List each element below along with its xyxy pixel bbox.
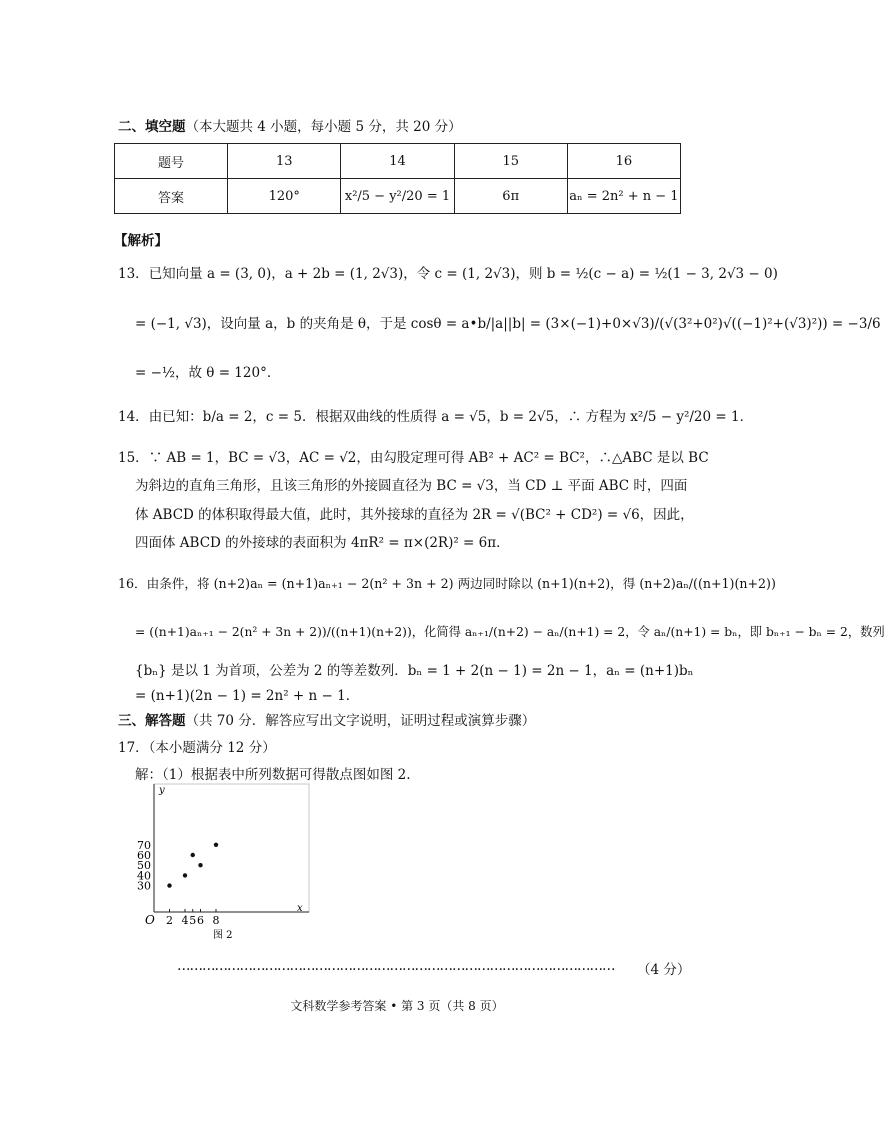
- answer-cell: aₙ = 2n² + n − 1: [567, 179, 680, 214]
- section-2-title: 二、填空题: [118, 119, 186, 135]
- scatter-point: [183, 873, 187, 877]
- p15-text-1: ∵ AB = 1，BC = √3，AC = √2，由勾股定理可得 AB² + AC² = BC²，∴△ABC 是以 BC: [148, 450, 709, 466]
- answer-cell: x²/5 − y²/20 = 1: [341, 179, 454, 214]
- dot-leader: ……………………………………………………………………………………………: [177, 958, 615, 974]
- p16-text-1: 由条件，将 (n+2)aₙ = (n+1)aₙ₊₁ − 2(n² + 3n + 2) 两边同时除以 (n+1)(n+2)，得 (n+2)aₙ/((n+1)(n+2)): [146, 576, 776, 591]
- answer-cell: 6π: [454, 179, 567, 214]
- number-cell: 14: [341, 144, 454, 179]
- section-2-note: （本大题共 4 小题，每小题 5 分，共 20 分）: [185, 119, 462, 135]
- p13-line-3: = −½，故 θ = 120°．: [135, 365, 281, 381]
- section-3-note: （共 70 分．解答应写出文字说明，证明过程或演算步骤）: [185, 713, 536, 729]
- p13-line-2: = (−1, √3)，设向量 a，b 的夹角是 θ，于是 cosθ = a•b/|a||b| = (3×(−1)+0×√3)/(√(3²+0²)√((−1)²+(√3)²)) = −3/6: [135, 316, 881, 332]
- y-tick-label: 30: [137, 879, 151, 893]
- table-row-answers: [115, 179, 681, 214]
- scatter-point: [167, 883, 171, 887]
- answer-table: [114, 143, 681, 214]
- x-tick-label: 5: [189, 914, 197, 927]
- score-line: [177, 958, 677, 974]
- q17-title: 17．（本小题满分 12 分）: [118, 740, 276, 756]
- p16-number: 16．: [118, 576, 147, 591]
- p16-line-3: {bₙ} 是以 1 为首项，公差为 2 的等差数列．bₙ = 1 + 2(n − 1) = 2n − 1，aₙ = (n+1)bₙ: [135, 663, 694, 679]
- number-cell: 16: [567, 144, 680, 179]
- p14-number: 14．: [118, 409, 149, 425]
- section-2-heading: [118, 115, 462, 135]
- number-cell: 13: [228, 144, 341, 179]
- p15-line-1: [118, 446, 709, 466]
- number-cell: 15: [454, 144, 567, 179]
- y-tick-label: 50: [137, 859, 151, 873]
- answer-cell: 120°: [228, 179, 341, 214]
- answer-label-cell: 答案: [115, 179, 228, 214]
- p15-line-4: 四面体 ABCD 的外接球的表面积为 4πR² = π×(2R)² = 6π．: [135, 535, 510, 551]
- scatter-point: [214, 843, 218, 847]
- scatter-point: [198, 863, 202, 867]
- y-tick-label: 40: [137, 869, 151, 883]
- chart-frame: [154, 784, 309, 912]
- p16-line-2: = ((n+1)aₙ₊₁ − 2(n² + 3n + 2))/((n+1)(n+2))，化简得 aₙ₊₁/(n+2) − aₙ/(n+1) = 2，令 aₙ/(n+1) = bₙ，即 bₙ₊₁ − bₙ = 2，数列: [135, 625, 885, 639]
- x-tick-label: 8: [212, 914, 220, 927]
- p13-number: 13．: [118, 266, 149, 282]
- y-tick-label: 70: [137, 838, 151, 852]
- p16-line-1: [118, 573, 776, 592]
- origin-label: O: [145, 913, 155, 927]
- section-3-title: 三、解答题: [118, 713, 186, 729]
- header-label-cell: 题号: [115, 144, 228, 179]
- q17-solution: 解：（1）根据表中所列数据可得散点图如图 2.: [135, 767, 411, 783]
- x-axis-label: x: [297, 903, 303, 914]
- section-3-heading: [118, 709, 535, 729]
- p15-number: 15．: [118, 450, 149, 466]
- score-points: （4 分）: [637, 958, 690, 978]
- x-tick-label: 2: [166, 914, 173, 927]
- y-axis-label: y: [159, 785, 165, 796]
- x-tick-label: 4: [181, 914, 189, 927]
- analysis-label: 【解析】: [114, 233, 168, 249]
- figure-caption: 图 2: [213, 930, 233, 941]
- p15-line-3: 体 ABCD 的体积取得最大值，此时，其外接球的直径为 2R = √(BC² + CD²) = √6，因此，: [135, 507, 694, 523]
- p15-line-2: 为斜边的直角三角形，且该三角形的外接圆直径为 BC = √3，当 CD ⊥ 平面 ABC 时，四面: [135, 478, 688, 494]
- table-row-numbers: [115, 144, 681, 179]
- page-footer: 文科数学参考答案 • 第 3 页（共 8 页）: [290, 999, 504, 1013]
- y-tick-label: 60: [137, 849, 151, 862]
- p14-line: [118, 405, 753, 425]
- p14-text: 由已知：b/a = 2，c = 5．根据双曲线的性质得 a = √5，b = 2√5，∴ 方程为 x²/5 − y²/20 = 1．: [148, 409, 754, 425]
- scatter-point: [191, 853, 195, 857]
- x-tick-label: 6: [197, 914, 204, 927]
- scatter-chart: [137, 783, 320, 943]
- p13-line-1: [118, 262, 778, 282]
- p13-text-1: 已知向量 a = (3, 0)，a + 2b = (1, 2√3)，令 c = (1, 2√3)，则 b = ½(c − a) = ½(1 − 3, 2√3 − 0): [148, 266, 778, 282]
- p16-line-4: = (n+1)(2n − 1) = 2n² + n − 1．: [135, 688, 360, 704]
